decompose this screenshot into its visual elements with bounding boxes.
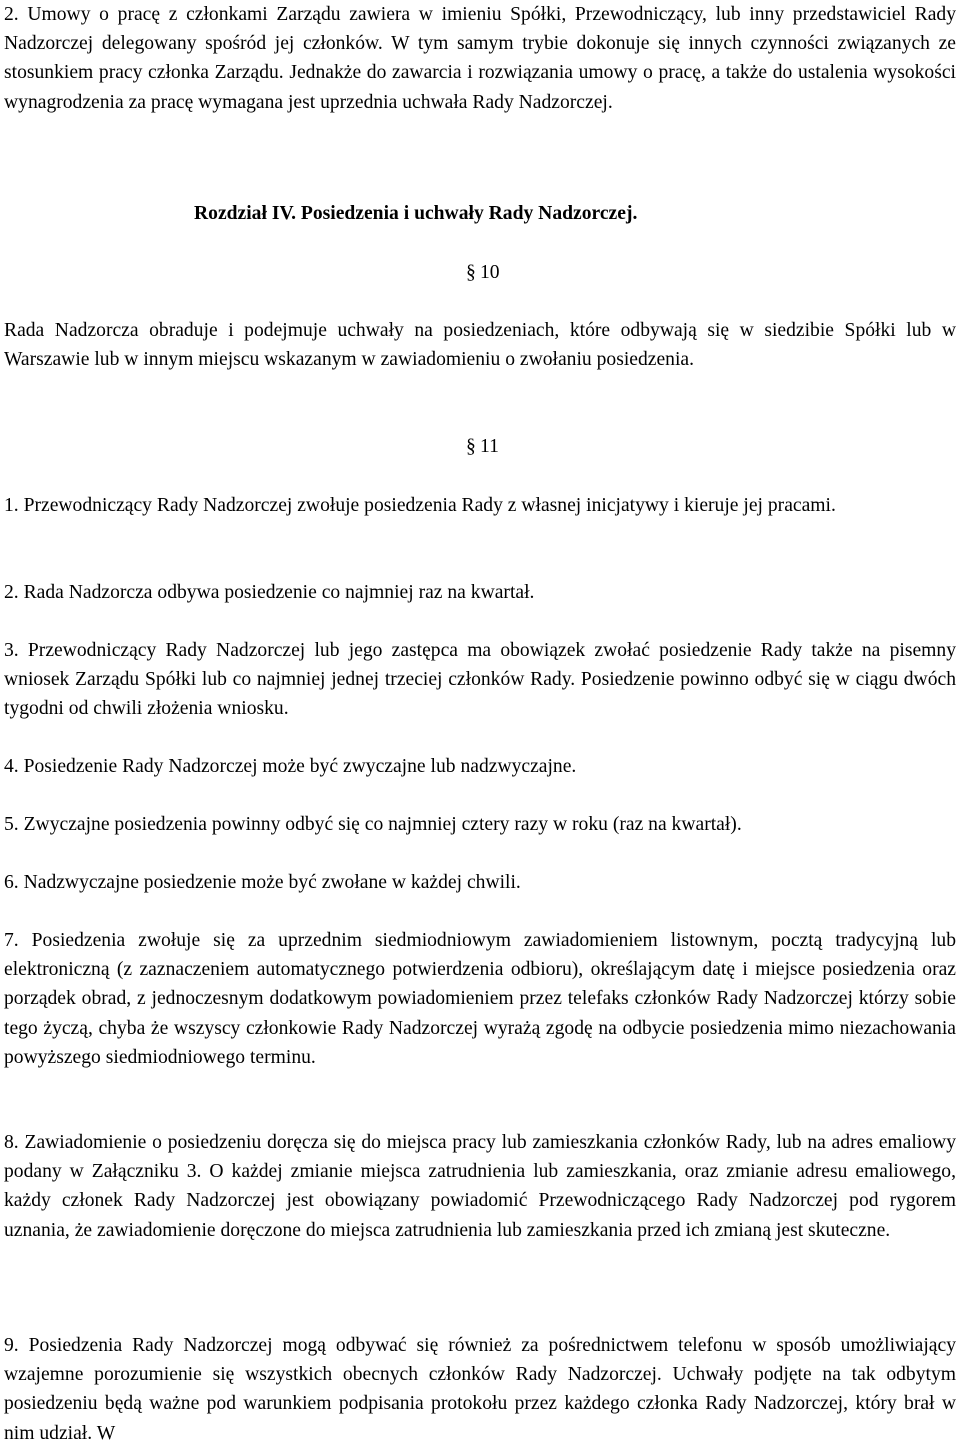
section-11-point-9: 9. Posiedzenia Rady Nadzorczej mogą odbywać się również za pośrednictwem telefonu w sposób umożliwiający wzajemne porozumienie się wszystkich obecnych członków Rady Nadzorczej. Uchwały podjęte na tak odbytym posiedzeniu będą ważne pod warunkiem podpisania protokołu przez każdego członka Rady Nadzorczej, który brał w nim udział. W <box>4 1335 956 1444</box>
section-11-point-8: 8. Zawiadomienie o posiedzeniu doręcza się do miejsca pracy lub zamieszkania członków Rady, lub na adres emaliowy podany w Załączniku 3. O każdej zmianie miejsca zatrudnienia lub zamieszkania, oraz zmianie adresu emaliowego, każdy członek Rady Nadzorczej jest obowiązany powiadomić Przewodniczącego Rady Nadzorczej pod rygorem uznania, że zawiadomienie doręczone do miejsca zatrudnienia lub zamieszkania przed ich zmianą jest skuteczne. <box>4 1132 956 1241</box>
section-11-point-6: 6. Nadzwyczajne posiedzenie może być zwołane w każdej chwili. <box>4 872 521 893</box>
section-11-marker <box>466 432 499 461</box>
section-11-point-1: 1. Przewodniczący Rady Nadzorczej zwołuje posiedzenia Rady z własnej inicjatywy i kieruje jej pracami. <box>4 495 836 516</box>
section-symbol: § <box>466 262 476 283</box>
section-11-point-2: 2. Rada Nadzorcza odbywa posiedzenie co najmniej raz na kwartał. <box>4 582 535 603</box>
section-10-marker <box>466 258 500 287</box>
intro-paragraph: 2. Umowy o pracę z członkami Zarządu zawiera w imieniu Spółki, Przewodniczący, lub inny przedstawiciel Rady Nadzorczej delegowany spośród jej członków. W tym samym trybie dokonuje się innych czynności związanych ze stosunkiem pracy członka Zarządu. Jednakże do zawarcia i rozwiązania umowy o pracę, a także do ustalenia wysokości wynagrodzenia za pracę wymagana jest uprzednia uchwała Rady Nadzorczej. <box>4 4 956 113</box>
section-11-point-5: 5. Zwyczajne posiedzenia powinny odbyć się co najmniej cztery razy w roku (raz na kwartał). <box>4 814 742 835</box>
chapter-heading: Rozdział IV. Posiedzenia i uchwały Rady Nadzorczej. <box>194 203 638 224</box>
section-11-point-7: 7. Posiedzenia zwołuje się za uprzednim siedmiodniowym zawiadomieniem listownym, pocztą tradycyjną lub elektroniczną (z zaznaczeniem automatycznego potwierdzenia odbioru), określającym datę i miejsce posiedzenia oraz porządek obrad, z jednoczesnym dodatkowym powiadomieniem przez telefaks członków Rady Nadzorczej którzy sobie tego życzą, chyba że wszyscy członkowie Rady Nadzorczej wyrażą zgodę na odbycie posiedzenia mimo niezachowania powyższego siedmiodniowego terminu. <box>4 930 956 1068</box>
section-11-point-3: 3. Przewodniczący Rady Nadzorczej lub jego zastępca ma obowiązek zwołać posiedzenie Rady także na pisemny wniosek Zarządu Spółki lub co najmniej jednej trzeciej członków Rady. Posiedzenie powinno odbyć się w ciągu dwóch tygodni od chwili złożenia wniosku. <box>4 640 956 720</box>
section-number: 11 <box>480 436 499 457</box>
section-number: 10 <box>480 262 500 283</box>
section-10-text: Rada Nadzorcza obraduje i podejmuje uchwały na posiedzeniach, które odbywają się w siedzibie Spółki lub w Warszawie lub w innym miejscu wskazanym w zawiadomieniu o zwołaniu posiedzenia. <box>4 320 956 371</box>
section-11-point-4: 4. Posiedzenie Rady Nadzorczej może być zwyczajne lub nadzwyczajne. <box>4 756 577 777</box>
section-symbol: § <box>466 436 476 457</box>
